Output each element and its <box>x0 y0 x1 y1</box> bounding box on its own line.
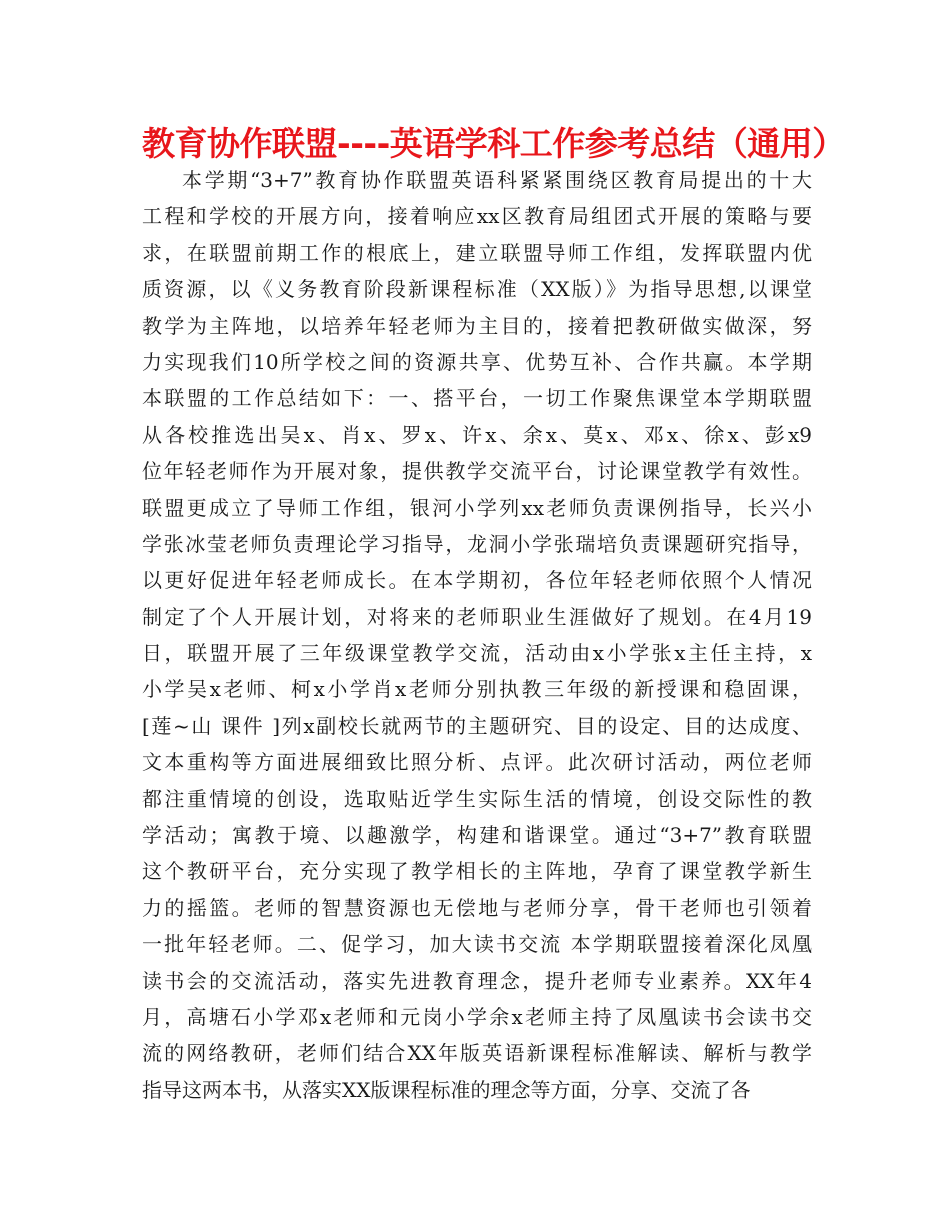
body-line: [莲~山 课件 ]列x副校长就两节的主题研究、目的设定、目的达成度、 <box>142 713 812 738</box>
body-line: 以更好促进年轻老师成长。在本学期初，各位年轻老师依照个人情况 <box>142 568 812 593</box>
body-line: 本联盟的工作总结如下：一、搭平台，一切工作聚焦课堂本学期联盟 <box>142 386 812 411</box>
body-line: 指导这两本书，从落实XX版课程标准的理念等方面，分享、交流了各 <box>142 1077 751 1102</box>
document-body <box>142 162 812 1108</box>
body-line: 小学吴x老师、柯x小学肖x老师分别执教三年级的新授课和稳固课， <box>142 677 812 702</box>
body-line: 流的网络教研，老师们结合XX年版英语新课程标准解读、解析与教学 <box>142 1041 812 1066</box>
body-line: 都注重情境的创设，选取贴近学生实际生活的情境，创设交际性的教 <box>142 786 812 811</box>
body-line: 联盟更成立了导师工作组，银河小学列xx老师负责课例指导，长兴小 <box>142 495 812 520</box>
body-line: 从各校推选出吴x、肖x、罗x、许x、余x、莫x、邓x、徐x、彭x9 <box>142 422 812 447</box>
body-line: 文本重构等方面进展细致比照分析、点评。此次研讨活动，两位老师 <box>142 750 812 775</box>
body-line: 教学为主阵地，以培养年轻老师为主目的，接着把教研做实做深，努 <box>142 313 812 338</box>
body-line: 求，在联盟前期工作的根底上，建立联盟导师工作组，发挥联盟内优 <box>142 240 812 265</box>
body-line: 月，高塘石小学邓x老师和元岗小学余x老师主持了凤凰读书会读书交 <box>142 1004 812 1029</box>
document-title: 教育协作联盟----英语学科工作参考总结（通用） <box>142 124 845 163</box>
body-line: 学活动；寓教于境、以趣激学，构建和谐课堂。通过“3+7”教育联盟 <box>142 823 812 848</box>
body-line: 制定了个人开展计划，对将来的老师职业生涯做好了规划。在4月19 <box>142 604 812 629</box>
body-line: 读书会的交流活动，落实先进教育理念，提升老师专业素养。XX年4 <box>142 968 812 993</box>
body-line: 一批年轻老师。二、促学习，加大读书交流 本学期联盟接着深化凤凰 <box>142 932 812 957</box>
body-line: 日，联盟开展了三年级课堂教学交流，活动由x小学张x主任主持，x <box>142 641 812 666</box>
body-line: 位年轻老师作为开展对象，提供教学交流平台，讨论课堂教学有效性。 <box>142 459 812 484</box>
body-line: 力实现我们10所学校之间的资源共享、优势互补、合作共赢。本学期 <box>142 349 812 374</box>
body-line: 本学期“3+7”教育协作联盟英语科紧紧围绕区教育局提出的十大 <box>182 168 812 192</box>
body-line: 力的摇篮。老师的智慧资源也无偿地与老师分享，骨干老师也引领着 <box>142 895 812 920</box>
body-line: 质资源，以《义务教育阶段新课程标准（XX版）》为指导思想,以课堂 <box>142 277 812 302</box>
body-line: 这个教研平台，充分实现了教学相长的主阵地，孕育了课堂教学新生 <box>142 859 812 884</box>
body-line: 工程和学校的开展方向，接着响应xx区教育局组团式开展的策略与要 <box>142 204 812 229</box>
body-line: 学张冰莹老师负责理论学习指导，龙洞小学张瑞培负责课题研究指导， <box>142 531 812 556</box>
